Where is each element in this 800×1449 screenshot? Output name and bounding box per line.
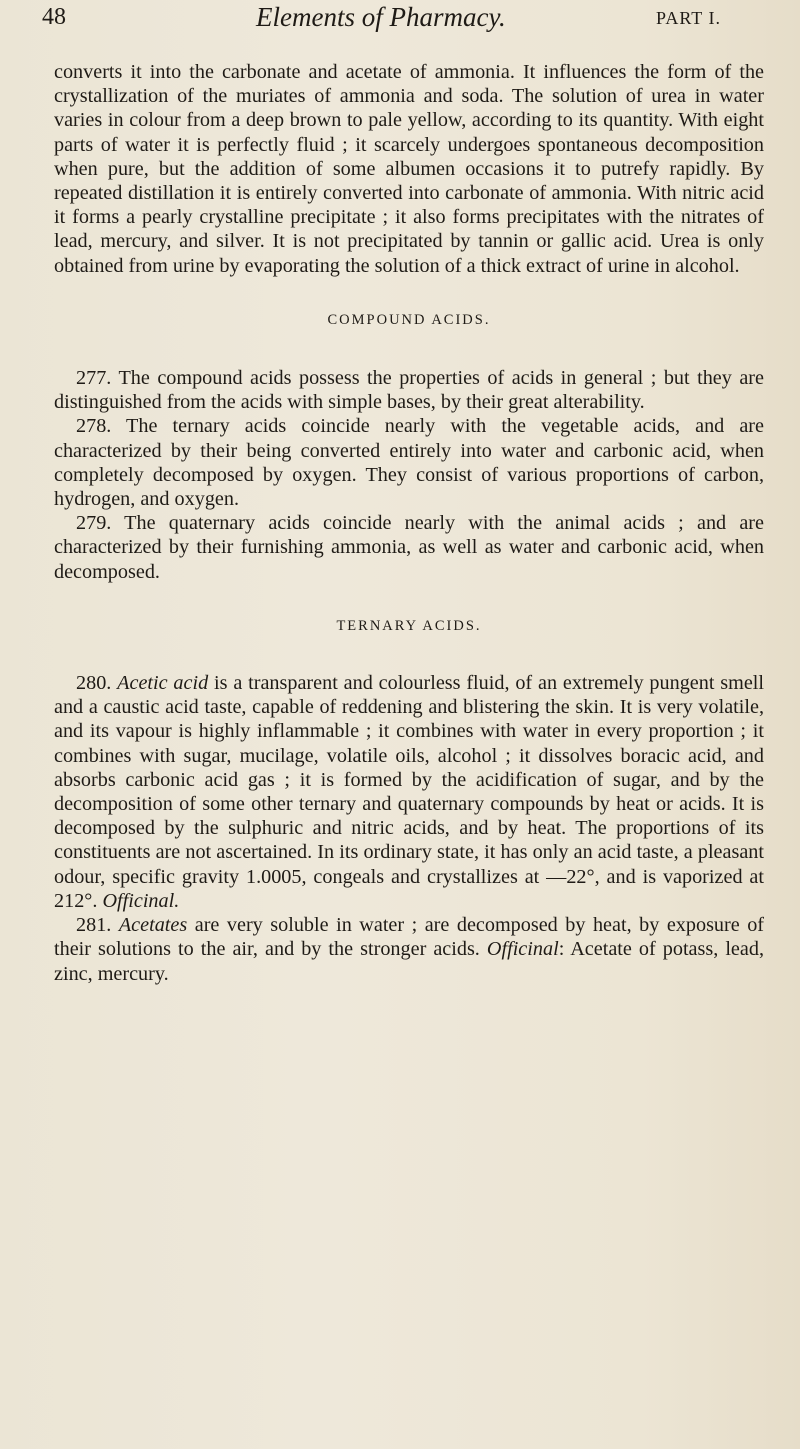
running-head bbox=[0, 0, 800, 40]
paragraph-text: are very soluble in water ; are decomposed by heat, by exposure of their solutions to the air, and by the stronger acids. bbox=[54, 914, 765, 961]
page-number: 48 bbox=[42, 4, 66, 30]
paragraph-number: 280. bbox=[76, 672, 112, 695]
paragraph-end-text: : Acetate of potass, lead, zinc, mercury. bbox=[54, 938, 764, 985]
part-label: PART I. bbox=[656, 8, 721, 28]
paragraph-280 bbox=[54, 671, 764, 913]
paragraph-277: 277. The compound acids possess the properties of acids in general ; but they are distinguished from the acids with simple bases, by their great alterability. bbox=[54, 367, 764, 414]
officinal-label: Officinal. bbox=[102, 889, 180, 912]
paragraph-text: is a transparent and colourless fluid, of an extremely pungent smell and a caustic acid taste, capable of reddening and blistering the skin. It is very volatile, and its vapour is highly inflammable ; it combines with water in every proportion ; it combines with sugar, mucilage, volatile oils, alcohol ; it dissolves boracic acid, and absorbs carbonic acid gas ; it is formed by the acidification of sugar, and by the decomposition of some other ternary and quaternary compounds by heat or acids. It is decomposed by the sulphuric and nitric acids, and by heat. The proportions of its constituents are not ascertained. In its ordinary state, it has only an acid taste, a pleasant odour, specific gravity 1.0005, congeals and crystallizes at —22°, and is vaporized at 212°. bbox=[54, 672, 765, 912]
officinal-label: Officinal bbox=[486, 938, 559, 961]
book-title: Elements of Pharmacy. bbox=[256, 2, 506, 32]
paragraph-278: 278. The ternary acids coincide nearly with the vegetable acids, and are characterized by their being converted entirely into water and carbonic acid, when completely decomposed by oxygen. They consist of various proportions of carbon, hydrogen, and oxygen. bbox=[54, 415, 764, 511]
continued-paragraph: converts it into the carbonate and acetate of ammonia. It influences the form of the crystallization of the muriates of ammonia and soda. The solution of urea in water varies in colour from a deep brown to pale yellow, according to its quantity. With eight parts of water it is perfectly fluid ; it scarcely undergoes spontaneous decomposition when pure, but the addition of some albumen occasions it to putrefy rapidly. By repeated distillation it is entirely converted into carbonate of ammonia. With nitric acid it forms a pearly crystalline precipitate ; it also forms precipitates with the nitrates of lead, mercury, and silver. It is not precipitated by tannin or gallic acid. Urea is only obtained from urine by evaporating the solution of a thick extract of urine in alcohol. bbox=[54, 61, 764, 277]
body-text bbox=[54, 60, 764, 986]
paragraph-281 bbox=[54, 913, 764, 986]
paragraph-279: 279. The quaternary acids coincide nearly with the animal acids ; and are characterized by their furnishing ammonia, as well as water and carbonic acid, when decomposed. bbox=[54, 512, 764, 583]
section-heading-compound-acids: COMPOUND ACIDS. bbox=[327, 311, 491, 328]
paragraph-number: 281. bbox=[76, 914, 112, 937]
term-acetates: Acetates bbox=[118, 914, 188, 937]
term-acetic-acid: Acetic acid bbox=[117, 672, 209, 695]
section-heading-ternary-acids: TERNARY ACIDS. bbox=[336, 617, 482, 634]
